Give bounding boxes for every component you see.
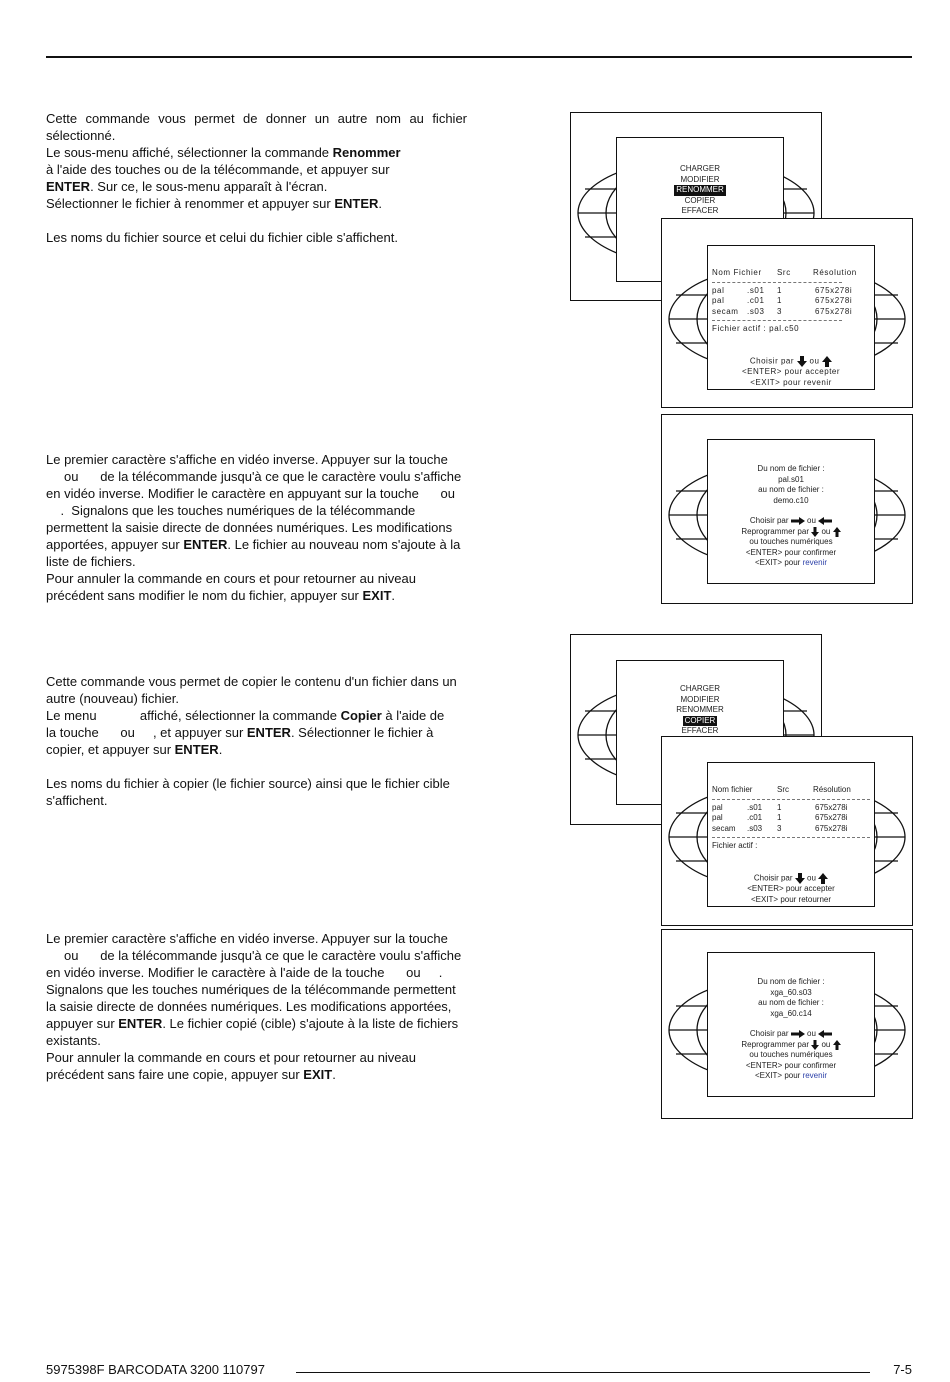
- text-line: Le premier caractère s'affiche en vidéo inverse. Appuyer sur la touche: [46, 931, 448, 946]
- figure-rename-list: [661, 218, 913, 408]
- text-line: existants.: [46, 1033, 101, 1048]
- text-line: en vidéo inverse. Modifier le caractère en appuyant sur la touche ou: [46, 486, 456, 501]
- table-header: [712, 785, 870, 796]
- to-value-input[interactable]: xga_60.c14: [770, 1008, 812, 1018]
- footer-rule: [296, 1372, 870, 1373]
- text-line: Cette commande vous permet de copier le contenu d'un fichier dans un: [46, 674, 457, 689]
- text-line: . Signalons que les touches numériques de la télécommande: [46, 503, 416, 518]
- arrow-down-icon: [797, 356, 807, 367]
- menu-item-modifier[interactable]: MODIFIER: [680, 694, 720, 704]
- to-value-input[interactable]: demo.c10: [773, 495, 809, 505]
- text-line: s'affichent.: [46, 793, 108, 808]
- enter-hint: <ENTER> pour accepter: [747, 884, 835, 894]
- table-row[interactable]: pal .c01 1 675x278i: [712, 296, 853, 305]
- from-label: Du nom de fichier :: [757, 464, 825, 473]
- text-line: permettent la saisie directe de données numériques. Les modifications: [46, 520, 453, 535]
- bold-copier: Copier: [340, 708, 382, 723]
- text-line: Pour annuler la commande en cours et pour retourner au niveau: [46, 1050, 416, 1065]
- page-footer: [46, 1362, 912, 1382]
- arrow-left-icon: [818, 1030, 832, 1038]
- exit-hint: <EXIT> pour: [754, 558, 803, 568]
- arrow-right-icon: [791, 517, 805, 525]
- col-header-resolution: Résolution: [813, 785, 851, 794]
- bold-renommer: Renommer: [332, 145, 401, 160]
- arrow-down-icon: [795, 873, 805, 884]
- top-rule: [46, 56, 912, 58]
- copy-edit-text: Le premier caractère s'affiche en vidéo inverse. Appuyer sur la touche ou de la télécommande jusqu'à ce que le caractère voulu s'affiche en vidéo inverse. Modifier le caractère à l'aide de la touche ou . Signalons que les touches numériques de la télécommande permettent la saisie directe de données numériques. Les modifications apportées, appuyer sur ENTER. Le fichier copié (cible) s'ajoute à la liste de fichiers existants. Pour annuler la commande en cours et pour retourner au niveau précédent sans faire une copie, appuyer sur EXIT.: [46, 930, 467, 1083]
- active-file: Fichier actif : pal.c50: [712, 324, 800, 333]
- file-table: [712, 785, 870, 852]
- text-line: Signalons que les touches numériques de la télécommande permettent: [46, 982, 456, 997]
- to-label: au nom de fichier :: [758, 485, 824, 494]
- arrow-up-icon: [833, 1040, 841, 1050]
- copy-edit-screen: Du nom de fichier : xga_60.s03 au nom de fichier : xga_60.c14 Choisir par ou Reprogrammer par ou ou touches numériques <ENTER> pour confirmer <EXIT> pour revenir: [707, 952, 875, 1097]
- rename-intro-text: Cette commande vous permet de donner un autre nom au fichier sélectionné. Le sous-menu affiché, sélectionner la commande Renommer à l'aide des touches ou de la télécommande, et appuyer sur ENTER. Sur ce, le sous-menu apparaît à l'écran. Sélectionner le fichier à renommer et appuyer sur ENTER. Les noms du fichier source et celui du fichier cible s'affichent.: [46, 111, 467, 245]
- arrow-down-icon: [811, 527, 819, 537]
- menu-item-charger[interactable]: CHARGER: [679, 684, 720, 693]
- menu-item-copier[interactable]: COPIER: [684, 715, 716, 725]
- text-line: ou de la télécommande jusqu'à ce que le caractère voulu s'affiche: [46, 469, 462, 484]
- bold-enter: ENTER: [174, 742, 219, 757]
- choose-label: Choisir par: [753, 873, 793, 883]
- bold-enter: ENTER: [183, 537, 228, 552]
- file-list-screen: Nom fichier Src Résolution pal .s01 1 675x278i pal .c01 1 675x278i secam .s03 3 675x278i Fichier actif : Choisir par ou <ENTER> pour accepter <EXIT> pour retourner: [707, 762, 875, 907]
- text-line: Cette commande vous permet de donner un autre nom au fichier sélectionné.: [46, 111, 467, 143]
- numeric-hint: ou touches numériques: [749, 537, 833, 547]
- file-table: [712, 268, 857, 335]
- to-label: au nom de fichier :: [758, 998, 824, 1007]
- text-line: la saisie directe de données numériques. Les modifications apportées,: [46, 999, 452, 1014]
- col-header-src: Src: [777, 268, 791, 277]
- arrow-right-icon: [791, 1030, 805, 1038]
- menu-item-modifier[interactable]: MODIFIER: [680, 174, 720, 184]
- menu-item-effacer[interactable]: EFFACER: [681, 726, 719, 735]
- arrow-left-icon: [818, 517, 832, 525]
- figure-copy-edit: [661, 929, 913, 1119]
- arrow-up-icon: [833, 527, 841, 537]
- exit-hint: <EXIT> pour retourner: [750, 894, 832, 904]
- choose-label: Choisir par: [749, 1029, 789, 1038]
- rename-edit-text: Le premier caractère s'affiche en vidéo inverse. Appuyer sur la touche ou de la télécommande jusqu'à ce que le caractère voulu s'affiche en vidéo inverse. Modifier le caractère en appuyant sur la touche ou . Signalons que les touches numériques de la télécommande permettent la saisie directe de données numériques. Les modifications apportées, appuyer sur ENTER. Le fichier au nouveau nom s'ajoute à la liste de fichiers. Pour annuler la commande en cours et pour retourner au niveau précédent sans modifier le nom du fichier, appuyer sur EXIT.: [46, 451, 467, 604]
- from-label: Du nom de fichier :: [757, 977, 825, 986]
- text-line: Le premier caractère s'affiche en vidéo inverse. Appuyer sur la touche: [46, 452, 448, 467]
- reprogram-label: Reprogrammer par: [741, 526, 809, 536]
- figure-rename-edit: [661, 414, 913, 604]
- text-line: ou de la télécommande jusqu'à ce que le caractère voulu s'affiche: [46, 948, 462, 963]
- exit-hint: <EXIT> pour: [754, 1071, 803, 1081]
- choose-label: Choisir par: [749, 356, 795, 366]
- arrow-up-icon: [822, 356, 832, 367]
- text-line: Sélectionner le fichier à renommer et appuyer sur: [46, 196, 331, 211]
- figure-copy-list: [661, 736, 913, 926]
- bold-enter: ENTER: [118, 1016, 163, 1031]
- bold-exit: EXIT: [303, 1067, 333, 1082]
- page-number: 7-5: [893, 1362, 912, 1377]
- rename-edit-screen: Du nom de fichier : pal.s01 au nom de fichier : demo.c10 Choisir par ou Reprogrammer par ou ou touches numériques <ENTER> pour confirmer <EXIT> pour revenir: [707, 439, 875, 584]
- table-row[interactable]: secam .s03 3 675x278i: [712, 306, 853, 316]
- col-header-name: Nom Fichier: [712, 268, 762, 277]
- enter-hint: <ENTER> pour confirmer: [745, 547, 837, 557]
- bold-exit: EXIT: [362, 588, 392, 603]
- table-row[interactable]: secam .s03 3 675x278i: [712, 823, 848, 833]
- table-row[interactable]: pal .s01 1 675x278i: [712, 802, 848, 812]
- table-header: [712, 268, 857, 279]
- text-line: Les noms du fichier à copier (le fichier source) ainsi que le fichier cible: [46, 776, 450, 791]
- exit-hint-emphasis: revenir: [802, 1071, 828, 1081]
- file-list-screen: Nom Fichier Src Résolution pal .s01 1 675x278i pal .c01 1 675x278i secam .s03 3 675x278i Fichier actif : pal.c50 Choisir par ou <ENTER> pour accepter <EXIT> pour revenir: [707, 245, 875, 390]
- copy-intro-text: Cette commande vous permet de copier le contenu d'un fichier dans un autre (nouveau) fichier. Le menu affiché, sélectionner la commande Copier à l'aide de la touche ou , et appuyer sur ENTER. Sélectionner le fichier à copier, et appuyer sur ENTER. Les noms du fichier à copier (le fichier source) ainsi que le fichier cible s'affichent.: [46, 673, 467, 809]
- text-line: autre (nouveau) fichier.: [46, 691, 179, 706]
- text-line: Le sous-menu affiché, sélectionner la commande: [46, 145, 330, 160]
- bold-enter: ENTER: [46, 179, 91, 194]
- arrow-down-icon: [811, 1040, 819, 1050]
- numeric-hint: ou touches numériques: [749, 1050, 833, 1060]
- reprogram-label: Reprogrammer par: [741, 1039, 809, 1049]
- bold-enter: ENTER: [246, 725, 291, 740]
- arrow-up-icon: [818, 873, 828, 884]
- table-row[interactable]: pal .c01 1 675x278i: [712, 813, 848, 822]
- menu-item-copier[interactable]: COPIER: [684, 195, 716, 205]
- menu-item-charger[interactable]: CHARGER: [679, 164, 720, 173]
- menu-item-renommer[interactable]: RENOMMER: [676, 705, 724, 714]
- text-line: à l'aide des touches ou de la télécommande, et appuyer sur: [46, 162, 390, 177]
- active-file: Fichier actif :: [712, 841, 758, 850]
- enter-hint: <ENTER> pour accepter: [741, 367, 841, 377]
- col-header-src: Src: [777, 785, 789, 794]
- text-line: Les noms du fichier source et celui du fichier cible s'affichent.: [46, 230, 398, 245]
- enter-hint: <ENTER> pour confirmer: [745, 1060, 837, 1070]
- text-line: liste de fichiers.: [46, 554, 136, 569]
- exit-hint-emphasis: revenir: [802, 558, 828, 568]
- col-header-name: Nom fichier: [712, 785, 753, 794]
- choose-label: Choisir par: [749, 516, 789, 525]
- doc-reference: 5975398F BARCODATA 3200 110797: [46, 1362, 265, 1377]
- exit-hint: <EXIT> pour revenir: [750, 377, 832, 387]
- from-value: pal.s01: [778, 474, 804, 484]
- from-value: xga_60.s03: [770, 987, 812, 997]
- menu-item-renommer[interactable]: RENOMMER: [676, 185, 724, 194]
- text-line: Pour annuler la commande en cours et pour retourner au niveau: [46, 571, 416, 586]
- bold-enter: ENTER: [334, 196, 379, 211]
- table-row[interactable]: pal .s01 1 675x278i: [712, 285, 853, 295]
- menu-item-effacer[interactable]: EFFACER: [681, 206, 719, 215]
- text-line: . Sur ce, le sous-menu apparaît à l'écran.: [90, 179, 328, 194]
- col-header-resolution: Résolution: [813, 268, 857, 277]
- text-line: en vidéo inverse. Modifier le caractère à l'aide de la touche ou .: [46, 965, 443, 980]
